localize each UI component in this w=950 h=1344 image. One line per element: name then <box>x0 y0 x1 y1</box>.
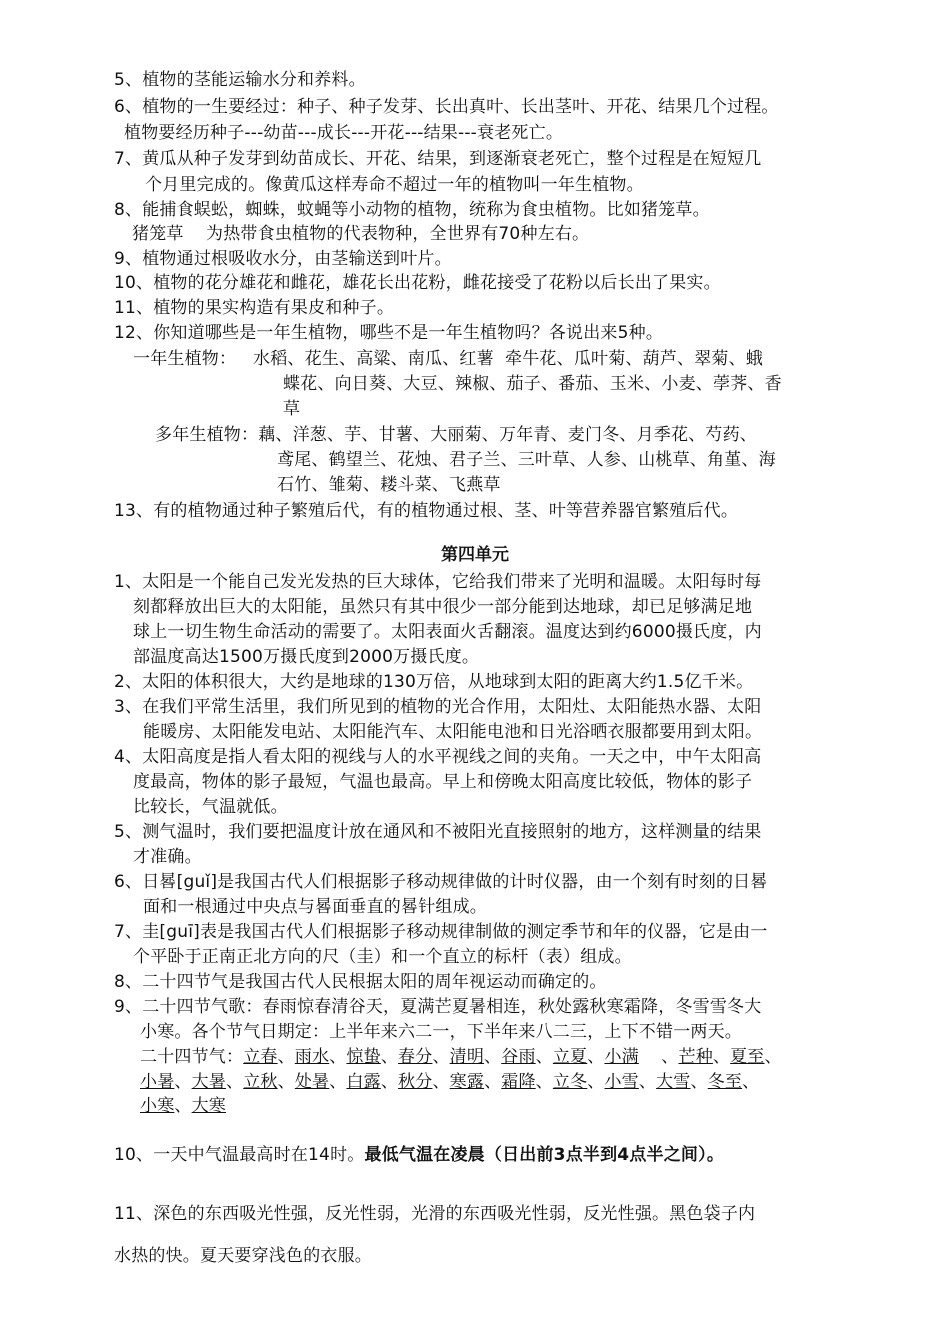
perennial-plants-line-2: 鸢尾、鹤望兰、花烛、君子兰、三叶草、人参、山桃草、角堇、海 <box>277 450 776 470</box>
solar-term: 立春 <box>243 1047 278 1067</box>
solar-term: 立夏 <box>552 1047 588 1067</box>
sun-item-5-line-1: 5、测气温时，我们要把温度计放在通风和不被阳光直接照射的地方，这样测量的结果 <box>114 822 762 842</box>
unit-4-heading: 第四单元 <box>441 545 509 565</box>
separator: 、 <box>535 1072 553 1092</box>
solar-term: 霜降 <box>501 1072 536 1092</box>
solar-term: 夏至 <box>730 1047 765 1067</box>
separator: 、 <box>484 1047 502 1067</box>
sun-item-9-line-2: 小寒。各个节气日期定：上半年来六二一，下半年来八二三，上下不错一两天。 <box>140 1022 742 1042</box>
solar-term: 惊蛰 <box>346 1047 381 1067</box>
sun-item-10-line <box>114 1144 724 1166</box>
item-8-line-2: 猪笼草 为热带食虫植物的代表物种，全世界有70种左右。 <box>132 224 590 244</box>
perennial-plants-line-3: 石竹、雏菊、耧斗菜、飞燕草 <box>277 475 501 495</box>
solar-term: 小雪 <box>604 1072 639 1092</box>
item-8-line-1: 8、能捕食蜈蚣，蜘蛛，蚊蝇等小动物的植物，统称为食虫植物。比如猪笼草。 <box>114 200 710 220</box>
item-13-line: 13、有的植物通过种子繁殖后代，有的植物通过根、茎、叶等营养器官繁殖后代。 <box>114 501 739 521</box>
sun-item-1-line-3: 球上一切生物生命活动的需要了。太阳表面火舌翻滚。温度达到约6000摄氏度，内 <box>133 622 762 642</box>
solar-term: 谷雨 <box>501 1047 536 1067</box>
item-9-line: 9、植物通过根吸收水分，由茎输送到叶片。 <box>114 249 452 269</box>
annual-plants-line-3: 草 <box>283 399 301 419</box>
sun-item-4-line-1: 4、太阳高度是指人看太阳的视线与人的水平视线之间的夹角。一天之中，中午太阳高 <box>114 747 762 767</box>
item-7-line-2: 个月里完成的。像黄瓜这样寿命不超过一年的植物叫一年生植物。 <box>145 175 644 195</box>
solar-term: 雨水 <box>294 1047 330 1067</box>
solar-term: 芒种 <box>678 1047 713 1067</box>
item-10-line: 10、植物的花分雄花和雌花，雄花长出花粉，雌花接受了花粉以后长出了果实。 <box>114 273 721 293</box>
item-6-line-1: 6、植物的一生要经过：种子、种子发芽、长出真叶、长出茎叶、开花、结果几个过程。 <box>114 97 779 117</box>
sun-item-10-bold-text: 最低气温在凌晨（日出前3点半到4点半之间）。 <box>364 1145 725 1165</box>
separator: 、 <box>174 1072 192 1092</box>
item-6-line-2: 植物要经历种子---幼苗---成长---开花---结果---衰老死亡。 <box>124 123 564 143</box>
separator: 、 <box>380 1047 399 1067</box>
solar-terms-line-3 <box>140 1095 226 1117</box>
separator: 、 <box>432 1047 450 1067</box>
sun-item-11-line-1: 11、深色的东西吸光性强，反光性弱，光滑的东西吸光性弱，反光性强。黑色袋子内 <box>114 1204 756 1224</box>
solar-term: 小寒 <box>140 1096 175 1116</box>
sun-item-3-line-1: 3、在我们平常生活里，我们所见到的植物的光合作用，太阳灶、太阳能热水器、太阳 <box>114 697 762 717</box>
solar-term: 秋分 <box>398 1072 433 1092</box>
item-7-line-1: 7、黄瓜从种子发芽到幼苗成长、开花、结果，到逐渐衰老死亡，整个过程是在短短几 <box>114 149 762 169</box>
solar-term: 春分 <box>398 1047 433 1067</box>
sun-item-6-line-1: 6、日晷[guǐ]是我国古代人们根据影子移动规律做的计时仪器，由一个刻有时刻的日晷 <box>114 872 768 892</box>
sun-item-11-line-2: 水热的快。夏天要穿浅色的衣服。 <box>114 1246 372 1266</box>
sun-item-8-line: 8、二十四节气是我国古代人民根据太阳的周年视运动而确定的。 <box>114 972 607 992</box>
separator: 、 <box>690 1072 708 1092</box>
separator: 、 <box>638 1047 679 1067</box>
separator: 、 <box>484 1072 502 1092</box>
separator: 、 <box>226 1072 244 1092</box>
sun-item-5-line-2: 才准确。 <box>133 847 202 867</box>
sun-item-6-line-2: 面和一根通过中央点与晷面垂直的晷针组成。 <box>143 897 487 917</box>
separator: 、 <box>174 1096 192 1116</box>
sun-item-9-line-1: 9、二十四节气歌：春雨惊春清谷天，夏满芒夏暑相连，秋处露秋寒霜降，冬雪雪冬大 <box>114 997 762 1017</box>
separator: 、 <box>587 1072 605 1092</box>
separator: 、 <box>587 1047 605 1067</box>
item-12-line: 12、你知道哪些是一年生植物，哪些不是一年生植物吗？各说出来5种。 <box>114 323 664 343</box>
separator: 、 <box>432 1072 450 1092</box>
solar-terms-line-2 <box>140 1071 759 1093</box>
separator: 、 <box>277 1072 295 1092</box>
sun-item-1-line-4: 部温度高达1500万摄氏度到2000万摄氏度。 <box>133 647 480 667</box>
solar-terms-line-1 <box>140 1046 782 1068</box>
separator: 、 <box>329 1072 347 1092</box>
annual-plants-line-2: 蝶花、向日葵、大豆、辣椒、茄子、番茄、玉米、小麦、荸荠、香 <box>283 374 782 394</box>
solar-term: 清明 <box>449 1047 485 1067</box>
sun-item-7-line-2: 个平卧于正南正北方向的尺（圭）和一个直立的标杆（表）组成。 <box>133 947 632 967</box>
solar-term: 大雪 <box>656 1072 691 1092</box>
item-5-line: 5、植物的茎能运输水分和养料。 <box>114 70 366 90</box>
solar-term: 处暑 <box>294 1072 330 1092</box>
sun-item-10-text: 10、一天中气温最高时在14时。 <box>114 1145 365 1165</box>
separator: 、 <box>638 1072 657 1092</box>
separator: 、 <box>764 1047 782 1067</box>
solar-terms-label: 二十四节气： <box>140 1047 244 1067</box>
solar-term: 立秋 <box>243 1072 278 1092</box>
solar-term: 大暑 <box>191 1072 227 1092</box>
sun-item-2-line: 2、太阳的体积很大，大约是地球的130万倍，从地球到太阳的距离大约1.5亿千米。 <box>114 672 754 692</box>
separator: 、 <box>712 1047 731 1067</box>
solar-term: 寒露 <box>449 1072 485 1092</box>
sun-item-7-line-1: 7、圭[guī]表是我国古代人们根据影子移动规律制做的测定季节和年的仪器，它是由一 <box>114 922 768 942</box>
solar-term: 小暑 <box>140 1072 175 1092</box>
solar-term: 立冬 <box>552 1072 588 1092</box>
item-11-line: 11、植物的果实构造有果皮和种子。 <box>114 298 395 318</box>
separator: 、 <box>742 1072 760 1092</box>
separator: 、 <box>277 1047 295 1067</box>
sun-item-4-line-2: 度最高，物体的影子最短，气温也最高。早上和傍晚太阳高度比较低，物体的影子 <box>133 772 753 792</box>
sun-item-1-line-1: 1、太阳是一个能自己发光发热的巨大球体，它给我们带来了光明和温暖。太阳每时每 <box>114 572 762 592</box>
solar-term: 大寒 <box>191 1096 227 1116</box>
sun-item-3-line-2: 能暖房、太阳能发电站、太阳能汽车、太阳能电池和日光浴晒衣服都要用到太阳。 <box>143 722 763 742</box>
sun-item-1-line-2: 刻都释放出巨大的太阳能，虽然只有其中很少一部分能到达地球，却已足够满足地 <box>133 597 753 617</box>
separator: 、 <box>535 1047 553 1067</box>
perennial-plants-line-1: 多年生植物：藕、洋葱、芋、甘薯、大丽菊、万年青、麦门冬、月季花、芍药、 <box>155 425 757 445</box>
annual-plants-line-1: 一年生植物： 水稻、花生、高粱、南瓜、红薯 牵牛花、瓜叶菊、葫芦、翠菊、蛾 <box>133 349 764 369</box>
solar-term: 白露 <box>346 1072 381 1092</box>
sun-item-4-line-3: 比较长，气温就低。 <box>133 797 288 817</box>
solar-term: 冬至 <box>707 1072 743 1092</box>
solar-term: 小满 <box>604 1047 639 1067</box>
separator: 、 <box>380 1072 399 1092</box>
separator: 、 <box>329 1047 347 1067</box>
